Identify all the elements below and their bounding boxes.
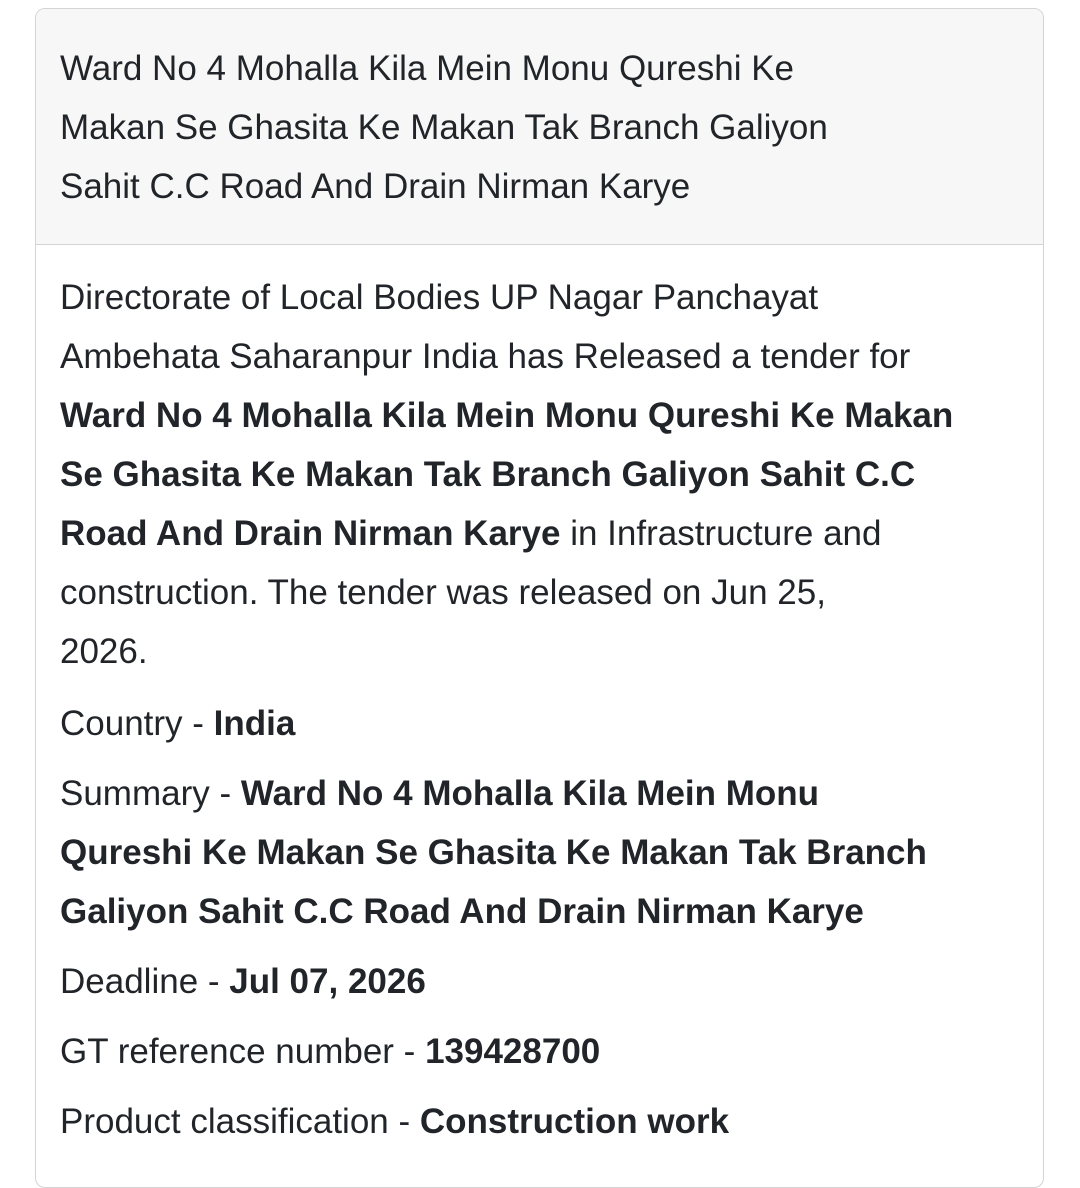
description-text: Ambehata Saharanpur India has Released a tender for	[60, 337, 911, 376]
country-label: Country -	[60, 704, 214, 743]
tender-card	[35, 8, 1044, 1188]
gt-reference-value: 139428700	[425, 1032, 601, 1071]
description-text: Directorate of Local Bodies UP Nagar Panchayat	[60, 278, 819, 317]
deadline-label: Deadline -	[60, 962, 230, 1001]
country-field	[60, 694, 1019, 753]
description-text: in Infrastructure and	[560, 514, 882, 553]
description-text: construction. The tender was released on Jun 25,	[60, 573, 826, 612]
summary-value: Qureshi Ke Makan Se Ghasita Ke Makan Tak Branch	[60, 833, 927, 872]
product-classification-field	[60, 1092, 1019, 1151]
description-tender-name: Ward No 4 Mohalla Kila Mein Monu Qureshi Ke Makan	[60, 396, 954, 435]
tender-card-body	[36, 245, 1043, 1151]
gt-reference-field	[60, 1022, 1019, 1081]
product-classification-value: Construction work	[419, 1102, 730, 1141]
summary-field	[60, 764, 1019, 941]
tender-title-line: Sahit C.C Road And Drain Nirman Karye	[60, 167, 691, 206]
description-text: 2026.	[60, 632, 148, 671]
tender-card-header	[36, 9, 1043, 245]
country-value: India	[213, 704, 296, 743]
summary-value: Ward No 4 Mohalla Kila Mein Monu	[240, 774, 820, 813]
summary-label: Summary -	[60, 774, 241, 813]
description-tender-name: Se Ghasita Ke Makan Tak Branch Galiyon Sahit C.C	[60, 455, 916, 494]
tender-title-line: Ward No 4 Mohalla Kila Mein Monu Qureshi Ke	[60, 49, 795, 88]
tender-title-line: Makan Se Ghasita Ke Makan Tak Branch Galiyon	[60, 108, 828, 147]
product-classification-label: Product classification -	[60, 1102, 420, 1141]
summary-value: Galiyon Sahit C.C Road And Drain Nirman Karye	[60, 892, 864, 931]
gt-reference-label: GT reference number -	[60, 1032, 426, 1071]
tender-description	[60, 268, 1019, 681]
deadline-value: Jul 07, 2026	[229, 962, 426, 1001]
deadline-field	[60, 952, 1019, 1011]
description-tender-name: Road And Drain Nirman Karye	[60, 514, 561, 553]
